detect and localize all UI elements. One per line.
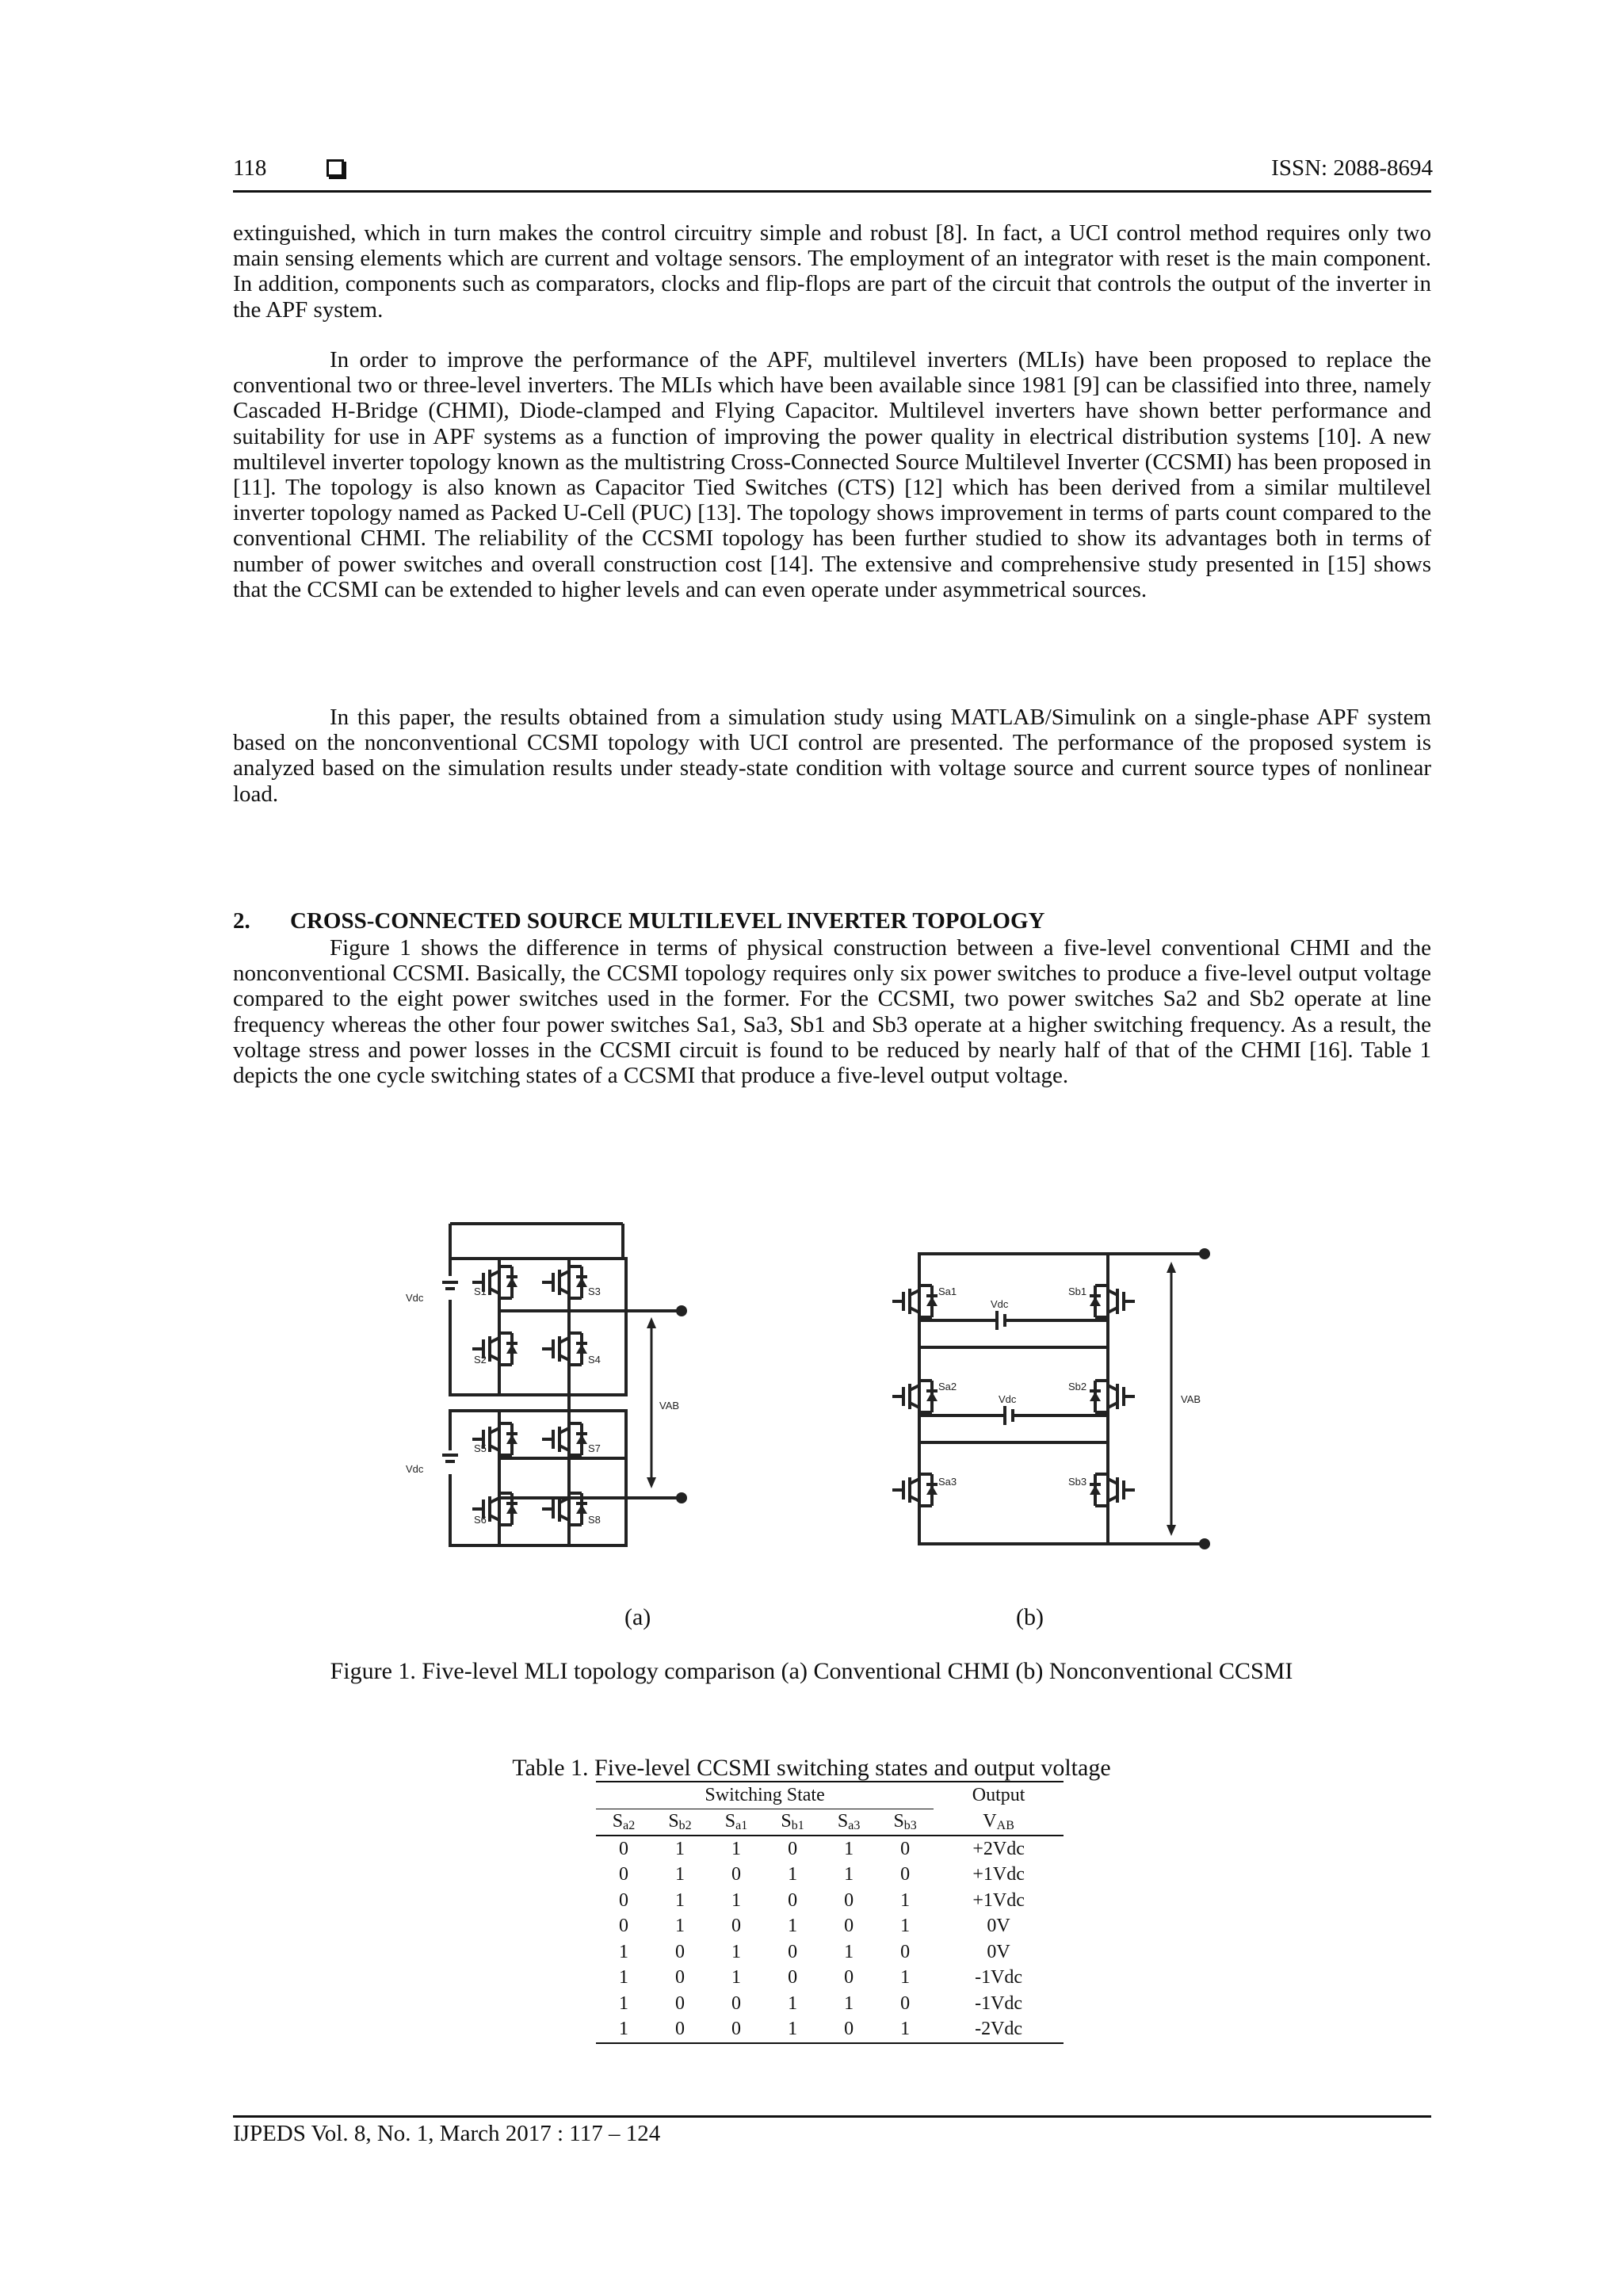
table-row bbox=[596, 1888, 1064, 1914]
table-cell: 1 bbox=[618, 1967, 628, 1988]
table-cell: 0 bbox=[844, 1916, 854, 1937]
label-s4: S4 bbox=[588, 1354, 601, 1366]
label-vdc-top: Vdc bbox=[406, 1292, 424, 1304]
col-sb1: $S_{b1}$ bbox=[764, 1809, 821, 1836]
paragraph-2 bbox=[233, 347, 1431, 602]
label-vab-a: VAB bbox=[659, 1400, 680, 1412]
table-cell: 1 bbox=[731, 1889, 742, 1911]
table-cell: 1 bbox=[788, 1992, 798, 2014]
table-column-header-row bbox=[596, 1809, 1064, 1836]
table-cell: +2Vdc bbox=[972, 1838, 1025, 1859]
label-s7: S7 bbox=[588, 1442, 601, 1454]
table-cell: 0 bbox=[618, 1864, 628, 1885]
table-cell: 0V bbox=[987, 1916, 1010, 1937]
footer-rule bbox=[233, 2115, 1431, 2118]
switching-states-table bbox=[596, 1781, 1064, 2044]
col-sb2: $S_{b2}$ bbox=[651, 1809, 708, 1836]
table-cell: -1Vdc bbox=[975, 1967, 1023, 1988]
table-cell: 0 bbox=[900, 1992, 911, 2014]
col-sb3: $S_{b3}$ bbox=[876, 1809, 934, 1836]
table-cell: 0 bbox=[844, 1967, 854, 1988]
table-cell: 0 bbox=[788, 1967, 798, 1988]
table-cell: 0 bbox=[788, 1838, 798, 1859]
table-cell: 1 bbox=[618, 1941, 628, 1962]
table-cell: -1Vdc bbox=[975, 1992, 1023, 2014]
section-heading bbox=[233, 908, 1044, 934]
label-vab-b: VAB bbox=[1181, 1393, 1201, 1405]
table-cell: 0 bbox=[900, 1941, 911, 1962]
table-caption: Table 1. Five-level CCSMI switching states and output voltage bbox=[512, 1755, 1111, 1781]
paragraph-1 bbox=[233, 220, 1431, 323]
label-sa2: Sa2 bbox=[938, 1381, 957, 1392]
switching-state-header: Switching State bbox=[596, 1782, 934, 1809]
table-row bbox=[596, 2017, 1064, 2044]
paragraph-1-text: extinguished, which in turn makes the control circuitry simple and robust [8]. In fact, a UCI control method requires only two main sensing elements which are current and voltage sensors. The employment of an integrator with reset is the main component. In addition, components such as comparators, clocks and flip-flops are part of the circuit that controls the output of the inverter in the APF system. bbox=[233, 220, 1431, 323]
label-sa1: Sa1 bbox=[938, 1286, 957, 1297]
footer-citation: IJPEDS Vol. 8, No. 1, March 2017 : 117 – 124 bbox=[233, 2121, 661, 2146]
table-cell: +1Vdc bbox=[972, 1889, 1025, 1911]
table-cell: 1 bbox=[731, 1838, 742, 1859]
table-cell: 1 bbox=[876, 2017, 934, 2044]
table-cell: 1 bbox=[900, 1916, 911, 1937]
paragraph-2-text: In order to improve the performance of the APF, multilevel inverters (MLIs) have been proposed to replace the conventional two or three-level inverters. The MLIs which have been available since 1981 [9] can be classified into three, namely Cascaded H-Bridge (CHMI), Diode-clamped and Flying Capacitor. Multilevel inverters have shown better performance and suitability for use in APF systems as a function of improving the power quality in electrical distribution systems [10]. A new multilevel inverter topology known as the multistring Cross-Connected Source Multilevel Inverter (CCSMI) has been proposed in [11]. The topology is also known as Capacitor Tied Switches (CTS) [12] which has been derived from a similar multilevel inverter topology named as Packed U-Cell (PUC) [13]. The topology shows improvement in terms of parts count compared to the conventional CHMI. The reliability of the CCSMI topology has been further studied to show its advantages both in terms of number of power switches and overall construction cost [14]. The extensive and comprehensive study presented in [15] shows that the CCSMI can be extended to higher levels and can even operate under asymmetrical sources. bbox=[233, 347, 1431, 602]
table-cell: 0 bbox=[731, 1864, 742, 1885]
table-cell: 0 bbox=[618, 1838, 628, 1859]
label-vdc-lower: Vdc bbox=[999, 1393, 1017, 1405]
table-cell: 1 bbox=[675, 1864, 685, 1885]
paragraph-4-text: Figure 1 shows the difference in terms of physical construction between a five-level conventional CHMI and the nonconventional CCSMI. Basically, the CCSMI topology requires only six power switches to produce a five-level output voltage compared to the eight power switches used in the former. For the CCSMI, two power switches Sa2 and Sb2 operate at line frequency whereas the other four power switches Sa1, Sa3, Sb1 and Sb3 operate at a higher switching frequency. As a result, the voltage stress and power losses in the CCSMI circuit is found to be reduced by nearly half of that of the CHMI [16]. Table 1 depicts the one cycle switching states of a CCSMI that produce a five-level output voltage. bbox=[233, 935, 1431, 1089]
label-vdc-bottom: Vdc bbox=[406, 1463, 424, 1475]
table-cell: 0 bbox=[651, 2017, 708, 2044]
table-cell: 0 bbox=[788, 1889, 798, 1911]
table-cell: 0 bbox=[900, 1864, 911, 1885]
table-cell: 1 bbox=[844, 1992, 854, 2014]
col-vab: $V_{AB}$ bbox=[934, 1809, 1064, 1836]
table-cell: 0 bbox=[675, 1941, 685, 1962]
label-sb3: Sb3 bbox=[1068, 1476, 1087, 1488]
section-number: 2. bbox=[233, 908, 250, 934]
table-cell: 1 bbox=[731, 1941, 742, 1962]
table-cell: 0 bbox=[731, 1992, 742, 2014]
table-cell: 1 bbox=[675, 1838, 685, 1859]
table-cell: 1 bbox=[618, 1992, 628, 2014]
table-cell: -2Vdc bbox=[934, 2017, 1064, 2044]
checkbox-bullet-icon bbox=[327, 159, 344, 177]
label-s3: S3 bbox=[588, 1286, 601, 1297]
table-cell: 0 bbox=[618, 1916, 628, 1937]
label-sa3: Sa3 bbox=[938, 1476, 957, 1488]
page-number: 118 bbox=[233, 155, 267, 181]
table-cell: 1 bbox=[596, 2017, 651, 2044]
circuit-a bbox=[406, 1224, 685, 1545]
table-cell: 1 bbox=[764, 2017, 821, 2044]
figure-label-a: (a) bbox=[624, 1604, 651, 1630]
table-cell: 1 bbox=[675, 1889, 685, 1911]
table-cell: 1 bbox=[900, 1967, 911, 1988]
table-group-header-row bbox=[596, 1782, 1064, 1809]
label-s8: S8 bbox=[588, 1514, 601, 1526]
table-cell: 0 bbox=[675, 1992, 685, 2014]
table-cell: 1 bbox=[844, 1838, 854, 1859]
table-cell: 1 bbox=[788, 1864, 798, 1885]
header-rule bbox=[233, 190, 1431, 193]
table-row bbox=[596, 1966, 1064, 1992]
table-row bbox=[596, 1914, 1064, 1940]
table-cell: 0V bbox=[987, 1941, 1010, 1962]
table-cell: +1Vdc bbox=[972, 1864, 1025, 1885]
table-cell: 1 bbox=[731, 1967, 742, 1988]
label-s1: S1 bbox=[474, 1286, 487, 1297]
figure-1-circuits bbox=[406, 1213, 1252, 1593]
label-s5: S5 bbox=[474, 1442, 487, 1454]
label-sb1: Sb1 bbox=[1068, 1286, 1087, 1297]
col-sa3: $S_{a3}$ bbox=[821, 1809, 876, 1836]
paragraph-3 bbox=[233, 705, 1431, 807]
table-cell: 1 bbox=[844, 1864, 854, 1885]
table-row bbox=[596, 1991, 1064, 2017]
table-body bbox=[596, 1836, 1064, 2043]
table-cell: 0 bbox=[618, 1889, 628, 1911]
label-s6: S6 bbox=[474, 1514, 487, 1526]
table-cell: 1 bbox=[788, 1916, 798, 1937]
table-cell: 1 bbox=[844, 1941, 854, 1962]
paragraph-3-text: In this paper, the results obtained from a simulation study using MATLAB/Simulink on a single-phase APF system based on the nonconventional CCSMI topology with UCI control are presented. The performance of the proposed system is analyzed based on the simulation results under steady-state condition with voltage source and current source types of nonlinear load. bbox=[233, 705, 1431, 807]
table-row bbox=[596, 1836, 1064, 1862]
table-cell: 0 bbox=[708, 2017, 764, 2044]
table-cell: 0 bbox=[731, 1916, 742, 1937]
col-sa2: $S_{a2}$ bbox=[596, 1809, 651, 1836]
table-cell: 1 bbox=[675, 1916, 685, 1937]
figure-caption: Figure 1. Five-level MLI topology comparison (a) Conventional CHMI (b) Nonconventional CCSMI bbox=[330, 1658, 1293, 1684]
paragraph-4 bbox=[233, 935, 1431, 1088]
label-sb2: Sb2 bbox=[1068, 1381, 1087, 1392]
circuit-b bbox=[892, 1250, 1209, 1548]
table-cell: 0 bbox=[844, 1889, 854, 1911]
label-vdc-upper: Vdc bbox=[991, 1298, 1009, 1310]
section-title: CROSS-CONNECTED SOURCE MULTILEVEL INVERTER TOPOLOGY bbox=[290, 908, 1045, 934]
label-s2: S2 bbox=[474, 1354, 487, 1366]
col-sa1: $S_{a1}$ bbox=[708, 1809, 764, 1836]
table-cell: 0 bbox=[788, 1941, 798, 1962]
table-row bbox=[596, 1939, 1064, 1966]
table-cell: 0 bbox=[821, 2017, 876, 2044]
table-cell: 0 bbox=[900, 1838, 911, 1859]
issn: ISSN: 2088-8694 bbox=[1271, 155, 1433, 181]
table-cell: 1 bbox=[900, 1889, 911, 1911]
table-cell: 0 bbox=[675, 1967, 685, 1988]
output-header: Output bbox=[972, 1785, 1025, 1805]
table-row bbox=[596, 1862, 1064, 1889]
figure-label-b: (b) bbox=[1016, 1604, 1044, 1630]
